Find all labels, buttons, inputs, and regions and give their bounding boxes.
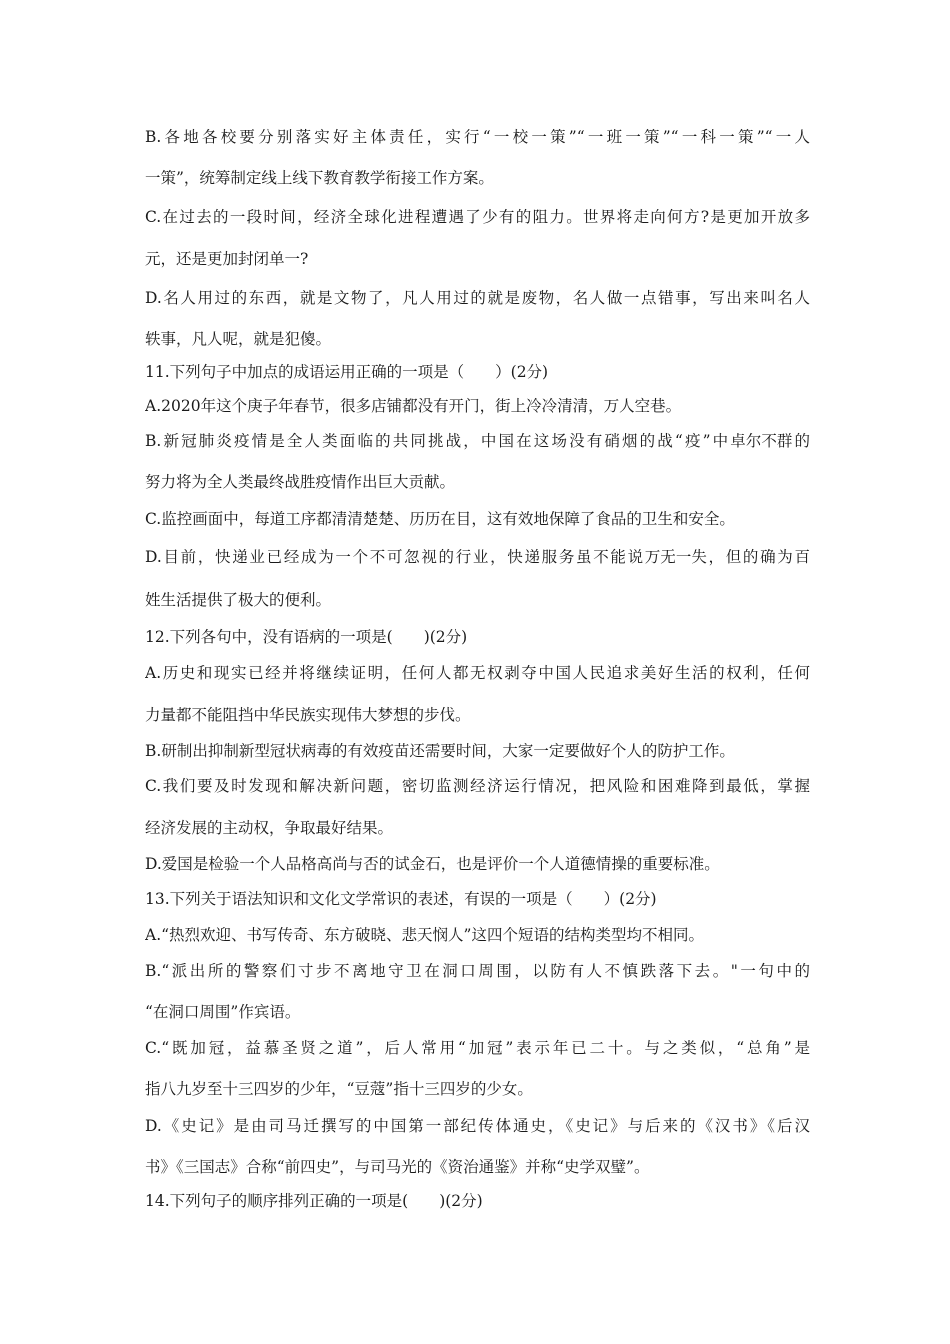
emphasis-dot-char: 群 — [776, 432, 793, 450]
emphasis-dot-char: 尔 — [745, 432, 762, 450]
q12-option-a-line1: A.历史和现实已经并将继续证明，任何人都无权剥夺中国人民追求美好生活的权利，任何 — [145, 664, 810, 682]
q11-stem: 11.下列句子中加点的成语运用正确的一项是（ ）(2分) — [145, 363, 549, 381]
emphasis-dot-char: 历 — [424, 510, 441, 528]
q11-option-c: C.监控画面中，每道工序都清清楚楚、历历在目，这有效地保障了食品的卫生和安全。 — [145, 510, 735, 528]
emphasis-dot-char: 无 — [660, 548, 676, 566]
q13-stem: 13.下列关于语法知识和文化文学常识的表述，有误的一项是（ ）(2分) — [145, 890, 657, 908]
q11-option-d-line2: 姓生活提供了极大的便利。 — [145, 591, 332, 609]
emphasis-dot-char: 失 — [691, 548, 707, 566]
q10-option-d-line1: D.名人用过的东西，就是文物了，凡人用过的就是废物，名人做一点错事，写出来叫名人 — [145, 289, 810, 307]
q10-option-b-line2: 一策”，统筹制定线上线下教育教学衔接工作方案。 — [145, 169, 494, 187]
q10-option-d-line2: 轶事，凡人呢，就是犯傻。 — [145, 330, 332, 348]
q14-stem: 14.下列句子的顺序排列正确的一项是( )(2分) — [145, 1192, 483, 1210]
q12-option-a-line2: 力量都不能阻挡中华民族实现伟大梦想的步伐。 — [145, 706, 471, 724]
q10-option-b-line1: B.各地各校要分别落实好主体责任，实行“一校一策”“一班一策”“一科一策”“一人 — [145, 128, 810, 146]
q12-option-b: B.研制出抑制新型冠状病毒的有效疫苗还需要时间，大家一定要做好个人的防护工作。 — [145, 742, 735, 760]
q13-option-c-line2: 指八九岁至十三四岁的少年，“豆蔻”指十三四岁的少女。 — [145, 1080, 533, 1098]
emphasis-dot-char: 在 — [440, 510, 456, 528]
q10-option-c-line1: C.在过去的一段时间，经济全球化进程遭遇了少有的阻力。世界将走向何方?是更加开放多 — [145, 208, 810, 226]
q13-option-a: A.“热烈欢迎、书写传奇、东方破晓、悲天悯人”这四个短语的结构类型均不相同。 — [145, 926, 704, 944]
emphasis-dot-char: 目 — [455, 510, 472, 528]
emphasis-dot-char: 历 — [409, 510, 425, 528]
emphasis-dot-char: 万 — [644, 548, 661, 566]
q10-option-c-line2: 元，还是更加封闭单一? — [145, 250, 309, 268]
q12-option-c-line2: 经济发展的主动权，争取最好结果。 — [145, 819, 394, 837]
emphasis-dot-char: 人 — [619, 397, 635, 415]
q13-option-b-line2: “在洞口周围”作宾语。 — [145, 1003, 301, 1021]
q13-option-d-line1: D.《史记》是由司马迁撰写的中国第一部纪传体通史，《史记》与后来的《汉书》《后汉 — [145, 1117, 810, 1135]
emphasis-dot-char: 万 — [603, 397, 620, 415]
emphasis-dot-char: 一 — [675, 548, 692, 566]
q12-option-c-line1: C.我们要及时发现和解决新问题，密切监测经济运行情况，把风险和困难降到最低，掌握 — [145, 777, 810, 795]
q13-option-c-line1: C.“既加冠，益慕圣贤之道”，后人常用“加冠”表示年已二十。与之类似，“总角”是 — [145, 1039, 810, 1057]
q11-option-b-line1: B.新冠肺炎疫情是全人类面临的共同挑战，中国在这场没有硝烟的战“疫”中卓尔不群的 — [145, 432, 810, 450]
emphasis-dot-char: 不 — [761, 432, 777, 450]
q12-stem: 12.下列各句中，没有语病的一项是( )(2分) — [145, 628, 468, 646]
q13-option-d-line2: 书》《三国志》合称“前四史”，与司马光的《资治通鉴》并称“史学双璧”。 — [145, 1158, 650, 1176]
q12-option-d: D.爱国是检验一个人品格高尚与否的试金石，也是评价一个人道德情操的重要标准。 — [145, 855, 720, 873]
emphasis-dot-char: 卓 — [730, 432, 746, 450]
emphasis-dot-char: 巷 — [650, 397, 666, 415]
q11-option-b-line2: 努力将为全人类最终战胜疫情作出巨大贡献。 — [145, 473, 456, 491]
q13-option-b-line1: B.“派出所的警察们寸步不离地守卫在洞口周围，以防有人不慎跌落下去。"一句中的 — [145, 962, 810, 980]
q11-option-a: A.2020年这个庚子年春节，很多店铺都没有开门，街上冷冷清清，万人空巷。 — [145, 397, 682, 415]
q11-option-d-line1: D.目前，快递业已经成为一个不可忽视的行业，快递服务虽不能说万无一失，但的确为百 — [145, 548, 810, 566]
emphasis-dot-char: 空 — [634, 397, 651, 415]
